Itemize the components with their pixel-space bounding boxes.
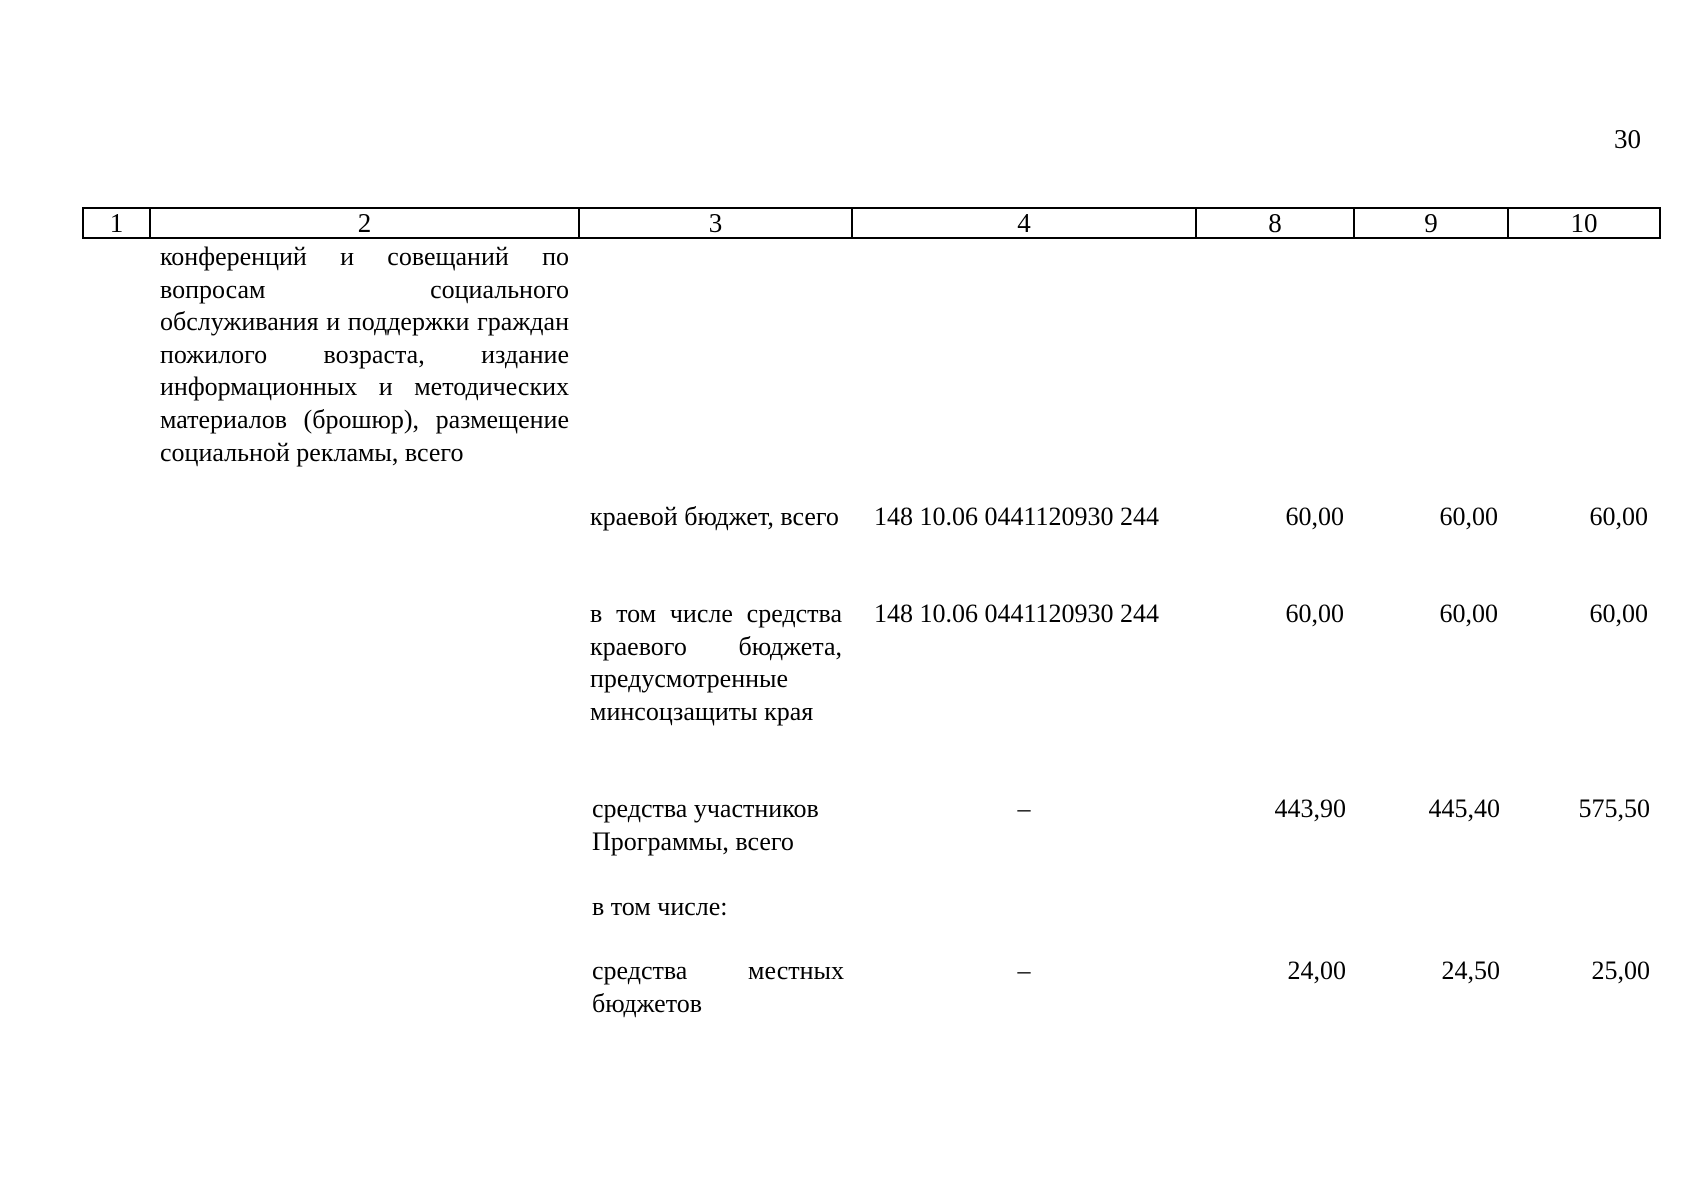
row-label-local-budgets: средства местных бюджетов (592, 956, 844, 1018)
header-col-4: 4 (852, 208, 1196, 238)
row-value-col10: 60,00 (1589, 599, 1648, 628)
column-number-header (82, 207, 1661, 239)
row-value-col10: 60,00 (1589, 502, 1648, 531)
row-code-regional-budget-ministry: 148 10.06 0441120930 244 (874, 599, 1160, 628)
row-label-including: в том числе: (592, 892, 728, 921)
header-col-2: 2 (150, 208, 579, 238)
row-value-col10: 575,50 (1578, 794, 1650, 823)
page-number: 30 (1614, 124, 1641, 154)
row-code-regional-budget-total: 148 10.06 0441120930 244 (874, 502, 1160, 531)
row-code-program-participants-total: – (1017, 794, 1031, 823)
row-value-col8: 60,00 (1285, 599, 1344, 628)
header-col-3: 3 (579, 208, 852, 238)
header-col-1: 1 (83, 208, 150, 238)
row-label-regional-budget-ministry: в том числе средства краевого бюджета, предусмотренные минсоцзащиты края (590, 599, 842, 726)
header-row (83, 208, 1660, 238)
header-col-10: 10 (1508, 208, 1660, 238)
row-value-col9: 24,50 (1441, 956, 1500, 985)
header-col-8: 8 (1196, 208, 1354, 238)
row-value-col9: 445,40 (1428, 794, 1500, 823)
row-value-col8: 443,90 (1274, 794, 1346, 823)
row-value-col8: 24,00 (1287, 956, 1346, 985)
header-col-9: 9 (1354, 208, 1508, 238)
activity-description: конференций и совещаний по вопросам социального обслуживания и поддержки граждан пожилого возраста, издание информационных и методических материалов (брошюр), размещение социальной рекламы, всего (160, 242, 569, 467)
row-code-local-budgets: – (1017, 956, 1031, 985)
row-value-col8: 60,00 (1285, 502, 1344, 531)
row-value-col9: 60,00 (1439, 502, 1498, 531)
row-label-regional-budget-total: краевой бюджет, всего (590, 502, 839, 531)
row-value-col10: 25,00 (1591, 956, 1650, 985)
row-label-program-participants-total: средства участников Программы, всего (592, 794, 819, 856)
row-value-col9: 60,00 (1439, 599, 1498, 628)
